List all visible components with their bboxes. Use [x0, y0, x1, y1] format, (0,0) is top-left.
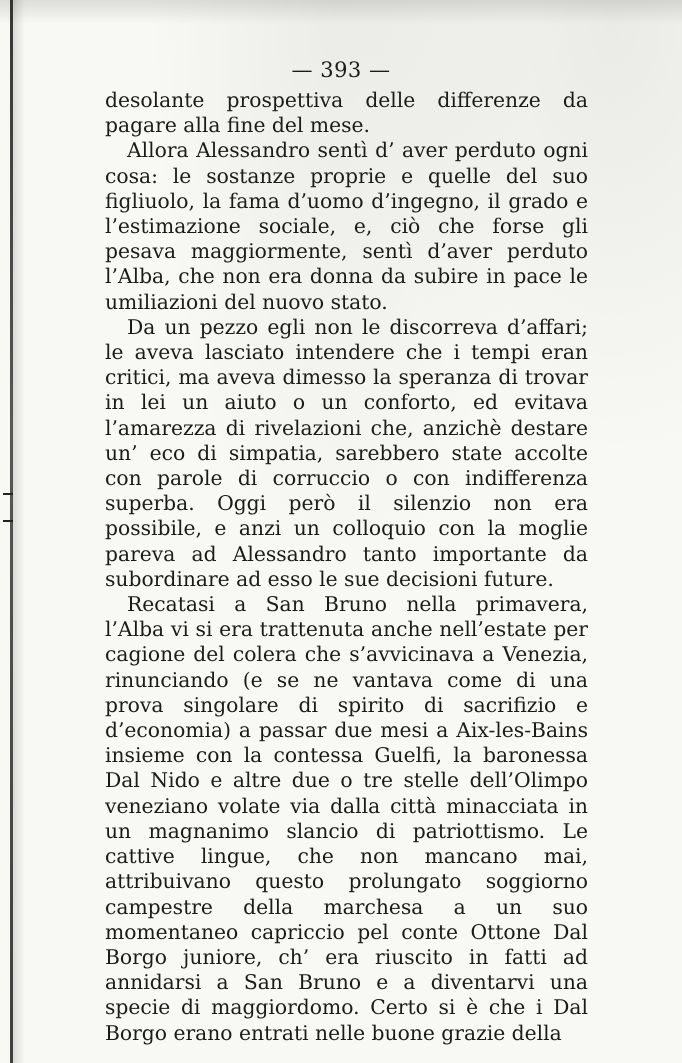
- margin-mark-2: [3, 520, 13, 522]
- page-number: — 393 —: [291, 58, 391, 82]
- paragraph: Allora Alessandro sentì d’ aver perduto ogni cosa: le sostanze proprie e quelle del suo figliuolo, la fama d’uomo d’ingegno, il grado e l’estimazione sociale, e, ciò che forse gli pesava maggiormente, sentì d’aver perduto l’Alba, che non era donna da subire in pace le umiliazioni del nuovo stato.: [105, 138, 588, 314]
- margin-mark-1: [3, 493, 13, 495]
- spine-shadow: [13, 0, 25, 1063]
- page-text: [105, 88, 588, 1046]
- top-shadow: [0, 0, 682, 24]
- paragraph: Da un pezzo egli non le discorreva d’affari; le aveva lasciato intendere che i tempi eran critici, ma aveva dimesso la speranza di trovar in lei un aiuto o un conforto, ed evitava l’amarezza di rivelazioni che, anzichè destare un’ eco di simpatia, sarebbero state accolte con parole di corruccio o con indifferenza superba. Oggi però il silenzio non era possibile, e anzi un colloquio con la moglie pareva ad Alessandro tanto importante da subordinare ad esso le sue decisioni future.: [105, 314, 588, 591]
- paragraph: Recatasi a San Bruno nella primavera, l’Alba vi si era trattenuta anche nell’estate per cagione del colera che s’avvicinava a Venezia, rinunciando (e se ne vantava come di una prova singolare di spirito di sacrifizio e d’economia) a passar due mesi a Aix-les-Bains insieme con la contessa Guelfi, la baronessa Dal Nido e altre due o tre stelle dell’Olimpo veneziano volate via dalla città minacciata in un magnanimo slancio di patriottismo. Le cattive lingue, che non mancano mai, attribuivano questo prolungato soggiorno campestre della marchesa a un suo momentaneo capriccio pel conte Ottone Dal Borgo juniore, ch’ era riuscito in fatti ad annidarsi a San Bruno e a diventarvi una specie di maggiordomo. Certo si è che i Dal Borgo erano entrati nelle buone grazie della: [105, 592, 588, 1045]
- paragraph: desolante prospettiva delle differenze da pagare alla fine del mese.: [105, 88, 588, 138]
